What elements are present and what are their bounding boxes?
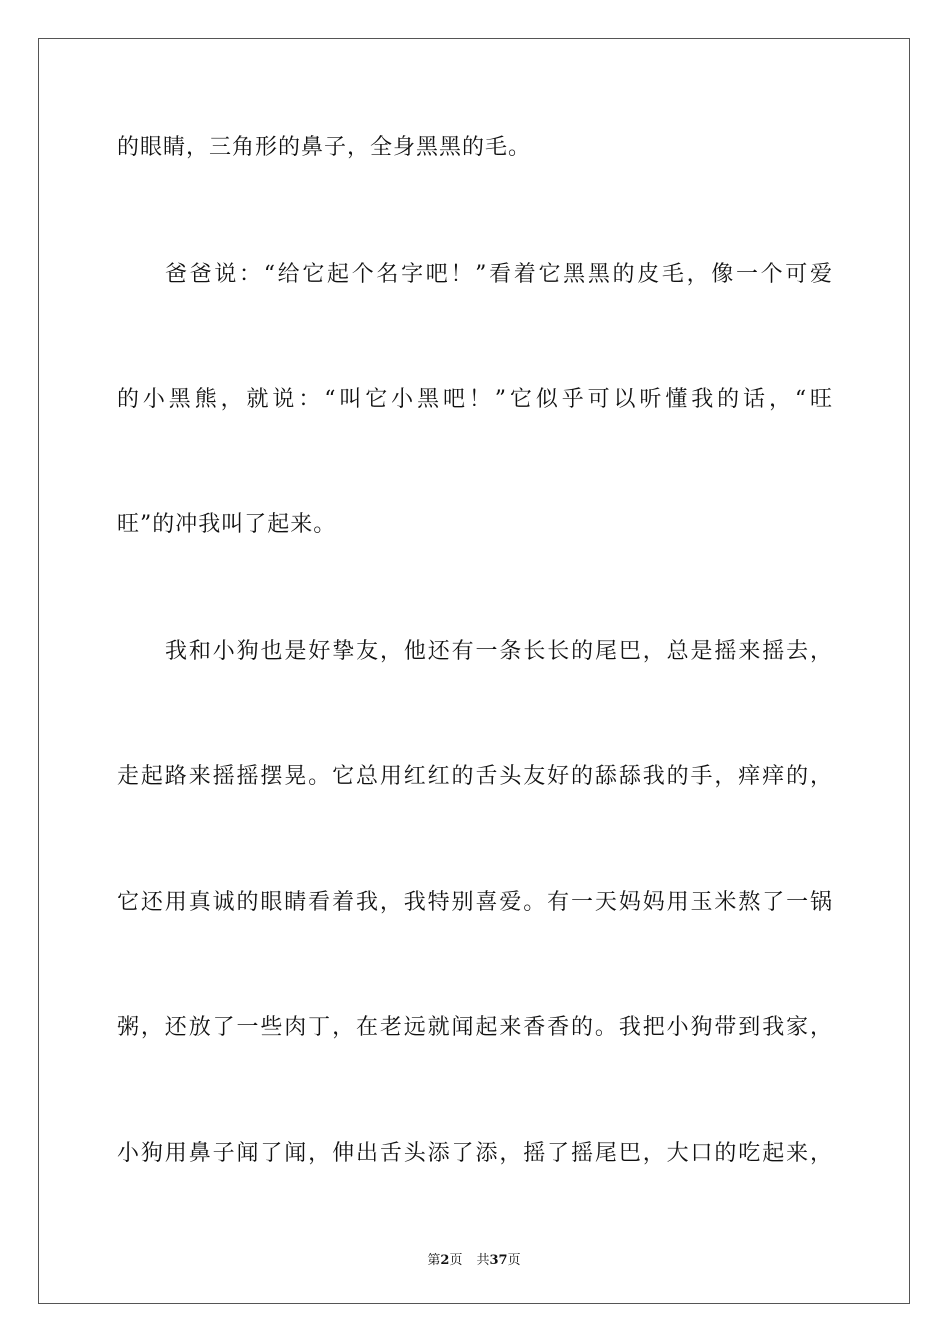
text-line-1: 的眼睛，三角形的鼻子，全身黑黑的毛。 — [117, 135, 532, 160]
text-line-8: 粥，还放了一些肉丁，在老远就闻起来香香的。我把小狗带到我家， — [117, 1015, 833, 1040]
text-line-3: 的小黑熊，就说：“叫它小黑吧！”它似乎可以听懂我的话，“旺 — [117, 387, 833, 412]
page-suffix: 页 — [449, 1253, 463, 1268]
text-line-9: 小狗用鼻子闻了闻，伸出舌头添了添，摇了摇尾巴，大口的吃起来， — [117, 1141, 833, 1166]
text-line-2: 爸爸说：“给它起个名字吧！”看着它黑黑的皮毛，像一个可爱 — [165, 262, 833, 287]
page-footer — [39, 1249, 909, 1268]
page-number: 2 — [440, 1253, 450, 1268]
page-prefix: 第 — [427, 1253, 441, 1268]
document-page — [38, 38, 910, 1304]
total-suffix: 页 — [507, 1253, 521, 1268]
text-line-7: 它还用真诚的眼睛看着我，我特别喜爱。有一天妈妈用玉米熬了一锅 — [117, 890, 833, 915]
text-line-5: 我和小狗也是好挚友，他还有一条长长的尾巴，总是摇来摇去， — [165, 639, 833, 664]
total-pages: 37 — [489, 1253, 508, 1268]
text-line-4: 旺”的冲我叫了起来。 — [117, 512, 337, 537]
total-prefix: 共 — [476, 1253, 490, 1268]
text-line-6: 走起路来摇摇摆晃。它总用红红的舌头友好的舔舔我的手，痒痒的， — [117, 764, 833, 789]
